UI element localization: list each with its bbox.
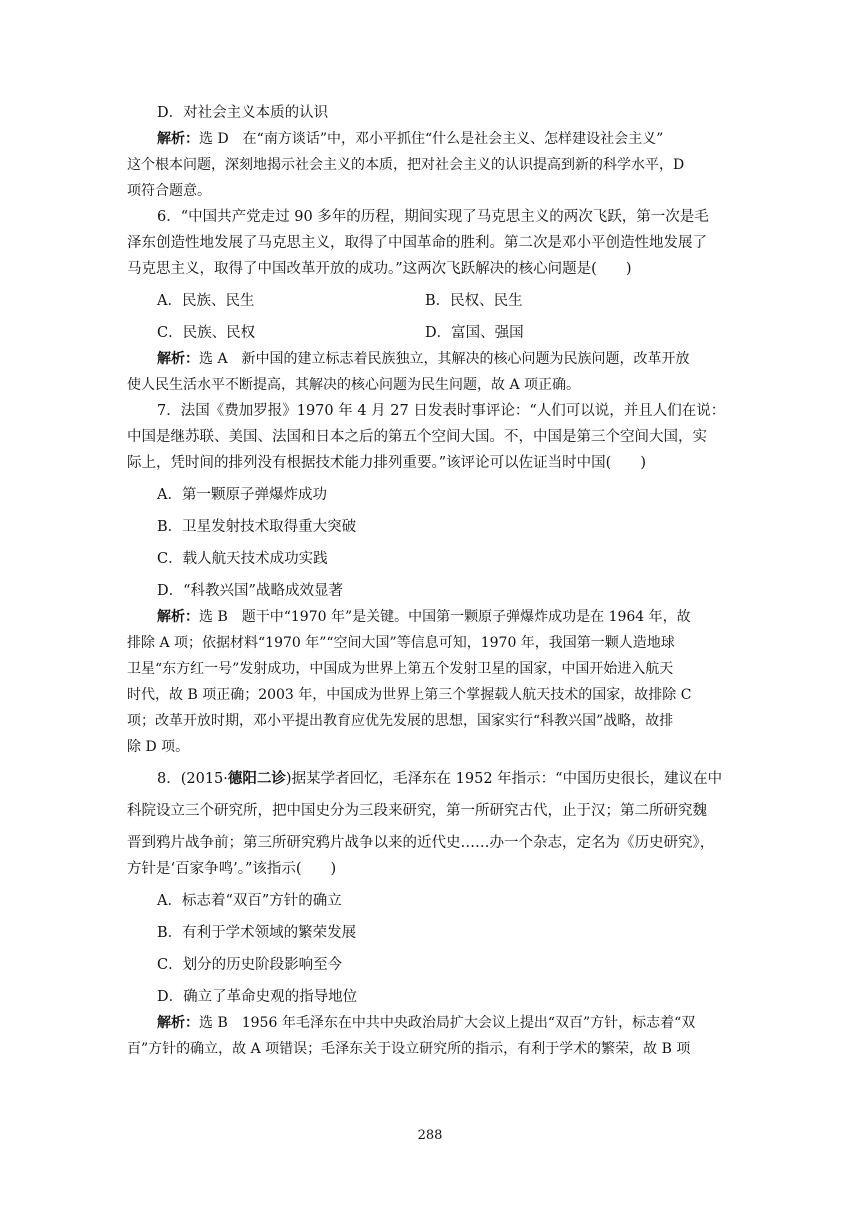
q6-analysis-line: 使人民生活水平不断提高，其解决的核心问题为民生问题，故 A 项正确。 <box>127 377 581 393</box>
q7-analysis-line: 卫星“东方红一号”发射成功，中国成为世界上第五个发射卫星的国家，中国开始进入航天 <box>127 661 674 677</box>
q8-analysis-line: 解析：选 B 1956 年毛泽东在中共中央政治局扩大会议上提出“双百”方针，标志着“双 <box>157 1015 696 1031</box>
q8-option-c: C．划分的历史阶段影响至今 <box>157 957 343 973</box>
q7-option-c: C．载人航天技术成功实践 <box>157 551 328 567</box>
q6-option-b: B．民权、民生 <box>425 293 523 309</box>
q6-options-row <box>127 288 737 314</box>
q5-analysis-line: 项符合题意。 <box>127 183 211 199</box>
analysis-label: 解析： <box>157 1015 199 1031</box>
q7-option-a: A．第一颗原子弹爆炸成功 <box>157 487 327 503</box>
q8-stem-line: 科院设立三个研究所，把中国史分为三段来研究，第一所研究古代，止于汉；第二所研究魏 <box>127 803 707 819</box>
analysis-label: 解析： <box>157 131 199 147</box>
q8-option-a: A．标志着“双百”方针的确立 <box>157 893 342 909</box>
q7-stem-line: 7．法国《费加罗报》1970 年 4 月 27 日发表时事评论：“人们可以说，并且人们在说： <box>157 403 726 419</box>
q8-option-b: B．有利于学术领域的繁荣发展 <box>157 925 357 941</box>
q6-options-row <box>127 320 737 346</box>
q6-option-d: D．富国、强国 <box>425 325 524 341</box>
q8-source: 德阳二诊 <box>227 771 286 787</box>
q8-stem-line: 8．(2015·德阳二诊)据某学者回忆，毛泽东在 1952 年指示：“中国历史很长，建议在中 <box>157 771 723 787</box>
q8-analysis-line: 百”方针的确立，故 A 项错误；毛泽东关于设立研究所的指示，有利于学术的繁荣，故 B 项 <box>127 1041 691 1057</box>
analysis-label: 解析： <box>157 609 199 625</box>
q7-stem-line: 中国是继苏联、美国、法国和日本之后的第五个空间大国。不，中国是第三个空间大国，实 <box>127 429 707 445</box>
q8-stem-line: 晋到鸦片战争前；第三所研究鸦片战争以来的近代史……办一个杂志，定名为《历史研究》， <box>127 835 715 851</box>
q6-option-c: C．民族、民权 <box>157 325 256 341</box>
analysis-label: 解析： <box>157 351 199 367</box>
page-content <box>127 100 737 1062</box>
q7-option-b: B．卫星发射技术取得重大突破 <box>157 519 357 535</box>
q7-analysis-line: 项；改革开放时期，邓小平提出教育应优先发展的思想，国家实行“科教兴国”战略，故排 <box>127 713 674 729</box>
q7-analysis-line: 解析：选 B 题干中“1970 年”是关键。中国第一颗原子弹爆炸成功是在 1964 年，故 <box>157 609 691 625</box>
q5-option-d: D．对社会主义本质的认识 <box>157 105 329 121</box>
q6-stem-line: 泽东创造性地发展了马克思主义，取得了中国革命的胜利。第二次是邓小平创造性地发展了 <box>127 235 707 251</box>
q5-analysis-line: 解析：选 D 在“南方谈话”中，邓小平抓住“什么是社会主义、怎样建设社会主义” <box>157 131 664 147</box>
q5-analysis-line: 这个根本问题，深刻地揭示社会主义的本质，把对社会主义的认识提高到新的科学水平，D <box>127 157 685 173</box>
q7-analysis-line: 除 D 项。 <box>127 739 190 755</box>
q7-analysis-line: 时代，故 B 项正确；2003 年，中国成为世界上第三个掌握载人航天技术的国家，故排除 C <box>127 687 692 703</box>
q7-stem-line: 际上，凭时间的排列没有根据技术能力排列重要。”该评论可以佐证当时中国( ) <box>127 455 646 471</box>
q6-stem-line: 6．“中国共产党走过 90 多年的历程，期间实现了马克思主义的两次飞跃，第一次是毛 <box>157 209 709 225</box>
page-number: 288 <box>417 1128 443 1143</box>
q6-stem-line: 马克思主义，取得了中国改革开放的成功。”这两次飞跃解决的核心问题是( ) <box>127 261 632 277</box>
q7-analysis-line: 排除 A 项；依据材料“1970 年”“空间大国”等信息可知，1970 年，我国第一颗人造地球 <box>127 635 675 651</box>
q6-option-a: A．民族、民生 <box>157 293 255 309</box>
q7-option-d: D．“科教兴国”战略成效显著 <box>157 583 343 599</box>
q8-stem-line: 方针是‘百家争鸣’。”该指示( ) <box>127 861 337 877</box>
q8-option-d: D．确立了革命史观的指导地位 <box>157 989 358 1005</box>
q6-analysis-line: 解析：选 A 新中国的建立标志着民族独立，其解决的核心问题为民族问题，改革开放 <box>157 351 690 367</box>
